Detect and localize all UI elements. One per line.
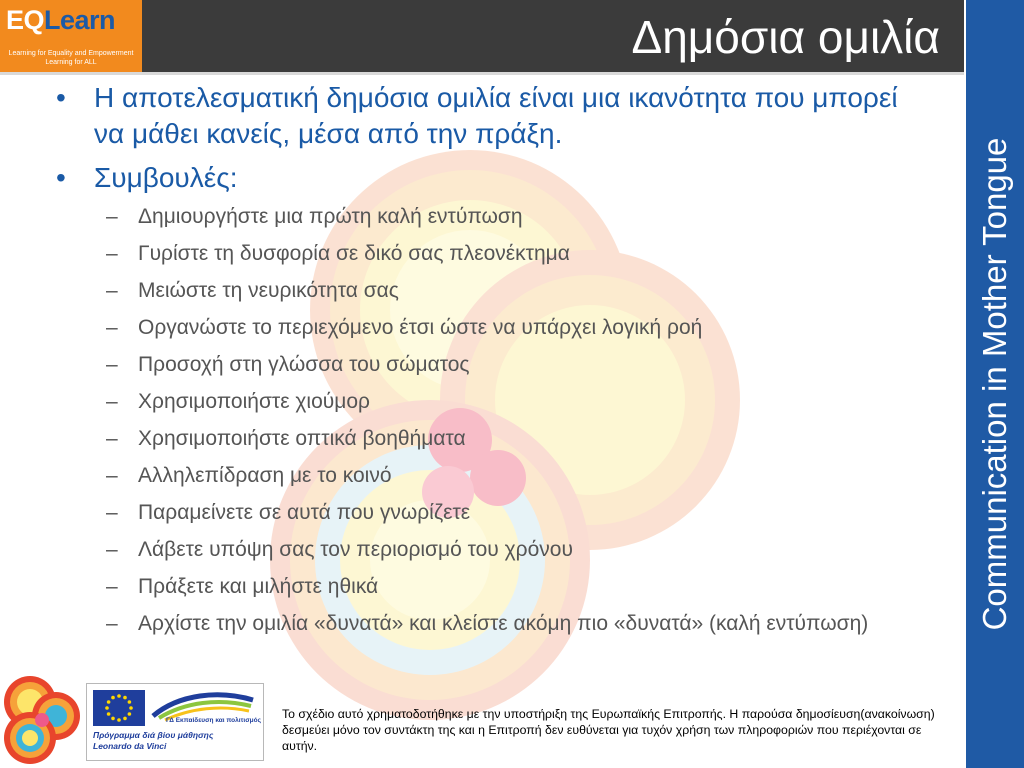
tip-item bbox=[52, 278, 932, 304]
tip-item bbox=[52, 500, 932, 526]
logo-wordmark bbox=[6, 4, 115, 36]
eu-funding-logo bbox=[86, 683, 264, 761]
side-banner bbox=[964, 0, 1024, 768]
bullet-tips-heading bbox=[52, 160, 932, 196]
slide-content bbox=[52, 80, 932, 648]
program-line2: Leonardo da Vinci bbox=[93, 741, 167, 751]
tip-text: Λάβετε υπόψη σας τον περιορισμό του χρόνου bbox=[138, 538, 573, 561]
tip-text: Γυρίστε τη δυσφορία σε δικό σας πλεονέκτημα bbox=[138, 242, 570, 265]
tip-item bbox=[52, 463, 932, 489]
tip-item bbox=[52, 574, 932, 600]
logo-tagline-line1: Learning for Equality and Empowerment bbox=[8, 50, 134, 57]
tip-item bbox=[52, 204, 932, 230]
eu-dg-label: ΓΔ Εκπαίδευση και πολιτισμός bbox=[166, 717, 261, 724]
eqlearn-logo bbox=[0, 0, 142, 72]
tip-text: Πράξετε και μιλήστε ηθικά bbox=[138, 575, 379, 598]
tip-text: Δημιουργήστε μια πρώτη καλή εντύπωση bbox=[138, 205, 523, 228]
bullet-text: Συμβουλές: bbox=[94, 162, 238, 193]
dash-icon: – bbox=[106, 242, 118, 265]
tip-text: Οργανώστε το περιεχόμενο έτσι ώστε να υπάρχει λογική ροή bbox=[138, 316, 703, 339]
tip-item bbox=[52, 241, 932, 267]
dash-icon: – bbox=[106, 538, 118, 561]
logo-learn-text: Learn bbox=[44, 5, 116, 35]
tip-text: Μειώστε τη νευρικότητα σας bbox=[138, 279, 399, 302]
dash-icon: – bbox=[106, 390, 118, 413]
title-underline bbox=[0, 72, 964, 75]
dash-icon: – bbox=[106, 427, 118, 450]
slide-title: Δημόσια ομιλία bbox=[631, 11, 940, 63]
dash-icon: – bbox=[106, 612, 118, 635]
bullet-dot-icon: • bbox=[56, 162, 66, 193]
logo-tagline-line2: Learning for ALL bbox=[45, 59, 97, 66]
bullet-dot-icon: • bbox=[56, 82, 66, 113]
tip-item bbox=[52, 352, 932, 378]
tip-text: Αλληλεπίδραση με το κοινό bbox=[138, 464, 392, 487]
flower-logo-icon bbox=[0, 672, 86, 768]
dash-icon: – bbox=[106, 575, 118, 598]
dash-icon: – bbox=[106, 279, 118, 302]
tips-list bbox=[52, 204, 932, 637]
tip-item bbox=[52, 611, 932, 637]
program-line1: Πρόγραμμα διά βίου μάθησης bbox=[93, 730, 214, 740]
tip-item bbox=[52, 315, 932, 341]
logo-eq-text: EQ bbox=[6, 5, 45, 35]
bullet-intro bbox=[52, 80, 932, 152]
tip-text: Χρησιμοποιήστε χιούμορ bbox=[138, 390, 370, 413]
tip-item bbox=[52, 426, 932, 452]
bullet-text: Η αποτελεσματική δημόσια ομιλία είναι μια ικανότητα που μπορεί να μάθει κανείς, μέσα από την πράξη. bbox=[94, 82, 898, 149]
dash-icon: – bbox=[106, 501, 118, 524]
dash-icon: – bbox=[106, 316, 118, 339]
logo-tagline bbox=[0, 49, 142, 67]
dash-icon: – bbox=[106, 353, 118, 376]
tip-item bbox=[52, 537, 932, 563]
tip-text: Προσοχή στη γλώσσα του σώματος bbox=[138, 353, 470, 376]
eu-flag-icon bbox=[93, 690, 145, 726]
program-label bbox=[93, 730, 213, 752]
dash-icon: – bbox=[106, 205, 118, 228]
tip-item bbox=[52, 389, 932, 415]
side-banner-text: Communication in Mother Tongue bbox=[976, 137, 1013, 631]
tip-text: Χρησιμοποιήστε οπτικά βοηθήματα bbox=[138, 427, 466, 450]
tip-text: Αρχίστε την ομιλία «δυνατά» και κλείστε ακόμη πιο «δυνατά» (καλή εντύπωση) bbox=[138, 612, 869, 635]
eu-disclaimer: Το σχέδιο αυτό χρηματοδοτήθηκε με την υποστήριξη της Ευρωπαϊκής Επιτροπής. Η παρούσα δημοσίευση(ανακοίνωση) δεσμεύει μόνο τον συντάκτη της και η Επιτροπή δεν ευθύνεται για τυχόν χρήση των πληροφοριών που περιέχονται σε αυτήν. bbox=[282, 707, 935, 753]
tip-text: Παραμείνετε σε αυτά που γνωρίζετε bbox=[138, 501, 471, 524]
dash-icon: – bbox=[106, 464, 118, 487]
